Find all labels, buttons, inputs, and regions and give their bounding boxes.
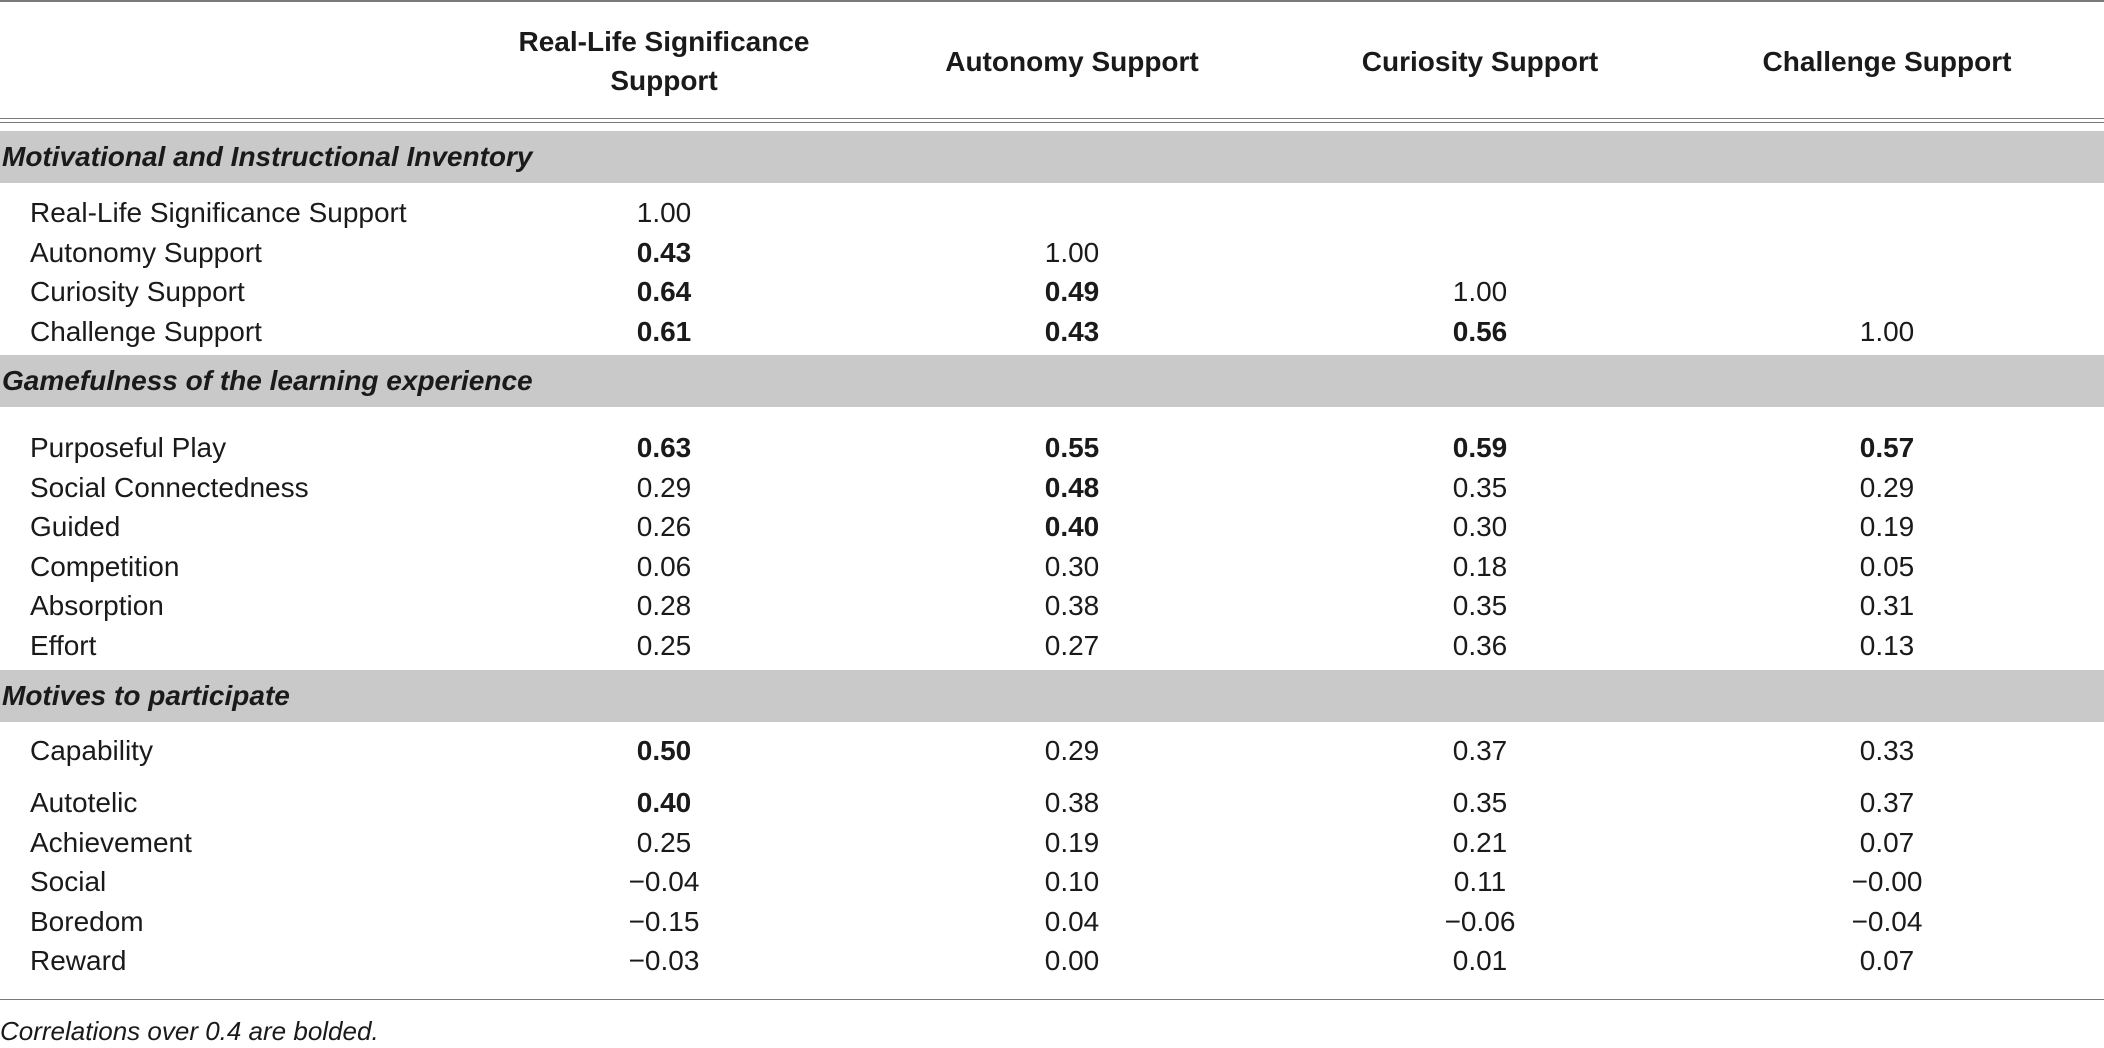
header-curiosity-support: Curiosity Support — [1361, 45, 1599, 77]
header-rule-2 — [0, 122, 2104, 123]
cell-value: 0.61 — [636, 316, 692, 347]
section-title: Motivational and Instructional Inventory — [2, 141, 533, 172]
cell-value: 0.35 — [1452, 787, 1508, 818]
row-label: Boredom — [30, 906, 144, 937]
row-label: Absorption — [30, 590, 164, 621]
row-label: Purposeful Play — [30, 432, 227, 463]
cell-value: 1.00 — [1452, 276, 1508, 307]
row-label: Guided — [30, 511, 121, 542]
table-row — [0, 272, 2104, 312]
table-bottom-rule — [0, 999, 2104, 1000]
cell-value: 0.00 — [1044, 945, 1100, 976]
cell-value: 0.64 — [636, 276, 692, 307]
cell-value: 0.25 — [636, 827, 692, 858]
cell-value: 0.29 — [1859, 472, 1915, 503]
cell-value: 0.43 — [1044, 316, 1100, 347]
cell-value: 0.30 — [1044, 551, 1100, 582]
cell-value: 0.25 — [636, 630, 692, 661]
table-row — [0, 312, 2104, 352]
row-label: Autotelic — [30, 787, 138, 818]
section-motivational-inventory — [0, 131, 2104, 183]
table-row — [0, 862, 2104, 902]
row-label: Social — [30, 866, 107, 897]
cell-value: 0.19 — [1859, 511, 1915, 542]
header-real-life-significance: Real-Life Significance Support — [518, 26, 810, 96]
cell-value: 0.29 — [1044, 735, 1100, 766]
cell-value: 0.38 — [1044, 787, 1100, 818]
cell-value: 0.36 — [1452, 630, 1508, 661]
section-title: Motives to participate — [2, 680, 290, 711]
table-row — [0, 193, 2104, 233]
row-label: Effort — [30, 630, 97, 661]
row-label: Capability — [30, 735, 153, 766]
table-row — [0, 731, 2104, 771]
row-label: Achievement — [30, 827, 192, 858]
table-footnote: Correlations over 0.4 are bolded. — [0, 1016, 379, 1046]
table-row — [0, 626, 2104, 666]
cell-value: 0.50 — [636, 735, 692, 766]
table-row — [0, 507, 2104, 547]
cell-value: 0.63 — [636, 432, 692, 463]
row-label: Competition — [30, 551, 180, 582]
cell-value: 0.56 — [1452, 316, 1508, 347]
section-title: Gamefulness of the learning experience — [2, 365, 533, 396]
cell-value: 0.05 — [1859, 551, 1915, 582]
cell-value: −0.04 — [1851, 906, 1923, 937]
cell-value: 0.07 — [1859, 827, 1915, 858]
cell-value: 0.35 — [1452, 472, 1508, 503]
row-label: Curiosity Support — [30, 276, 245, 307]
section-motives — [0, 670, 2104, 722]
cell-value: 0.10 — [1044, 866, 1100, 897]
cell-value: 1.00 — [1859, 316, 1915, 347]
table-row — [0, 468, 2104, 508]
cell-value: 0.33 — [1859, 735, 1915, 766]
cell-value: 0.11 — [1453, 866, 1507, 897]
row-label: Social Connectedness — [30, 472, 309, 503]
table-row — [0, 586, 2104, 626]
cell-value: 0.31 — [1859, 590, 1915, 621]
cell-value: 0.38 — [1044, 590, 1100, 621]
table-row — [0, 941, 2104, 981]
cell-value: 0.19 — [1044, 827, 1100, 858]
row-label: Autonomy Support — [30, 237, 262, 268]
header-autonomy-support: Autonomy Support — [945, 45, 1199, 77]
cell-value: 0.04 — [1044, 906, 1100, 937]
cell-value: 0.35 — [1452, 590, 1508, 621]
table-row — [0, 428, 2104, 468]
table-row — [0, 902, 2104, 942]
cell-value: 0.49 — [1044, 276, 1100, 307]
cell-value: 0.40 — [1044, 511, 1100, 542]
row-label: Reward — [30, 945, 127, 976]
cell-value: 0.21 — [1452, 827, 1508, 858]
cell-value: 0.18 — [1452, 551, 1508, 582]
cell-value: −0.00 — [1851, 866, 1923, 897]
cell-value: 1.00 — [636, 197, 692, 228]
cell-value: −0.03 — [628, 945, 700, 976]
cell-value: 0.29 — [636, 472, 692, 503]
cell-value: 0.55 — [1044, 432, 1100, 463]
cell-value: 0.43 — [636, 237, 692, 268]
cell-value: 0.27 — [1044, 630, 1100, 661]
table-row — [0, 547, 2104, 587]
cell-value: 0.30 — [1452, 511, 1508, 542]
table-row — [0, 233, 2104, 273]
row-label: Challenge Support — [30, 316, 262, 347]
cell-value: 0.59 — [1452, 432, 1508, 463]
table-row — [0, 823, 2104, 863]
cell-value: −0.06 — [1444, 906, 1516, 937]
cell-value: 0.01 — [1452, 945, 1508, 976]
cell-value: 0.57 — [1859, 432, 1915, 463]
section-gamefulness — [0, 355, 2104, 407]
header-rule-1 — [0, 118, 2104, 119]
cell-value: 0.37 — [1859, 787, 1915, 818]
row-label: Real-Life Significance Support — [30, 197, 407, 228]
cell-value: −0.04 — [628, 866, 700, 897]
cell-value: 0.06 — [636, 551, 692, 582]
cell-value: 0.07 — [1859, 945, 1915, 976]
cell-value: 0.28 — [636, 590, 692, 621]
cell-value: 0.37 — [1452, 735, 1508, 766]
cell-value: 0.26 — [636, 511, 692, 542]
cell-value: 1.00 — [1044, 237, 1100, 268]
table-row — [0, 783, 2104, 823]
cell-value: 0.40 — [636, 787, 692, 818]
header-challenge-support: Challenge Support — [1762, 45, 2012, 77]
cell-value: −0.15 — [628, 906, 700, 937]
cell-value: 0.48 — [1044, 472, 1100, 503]
cell-value: 0.13 — [1859, 630, 1915, 661]
